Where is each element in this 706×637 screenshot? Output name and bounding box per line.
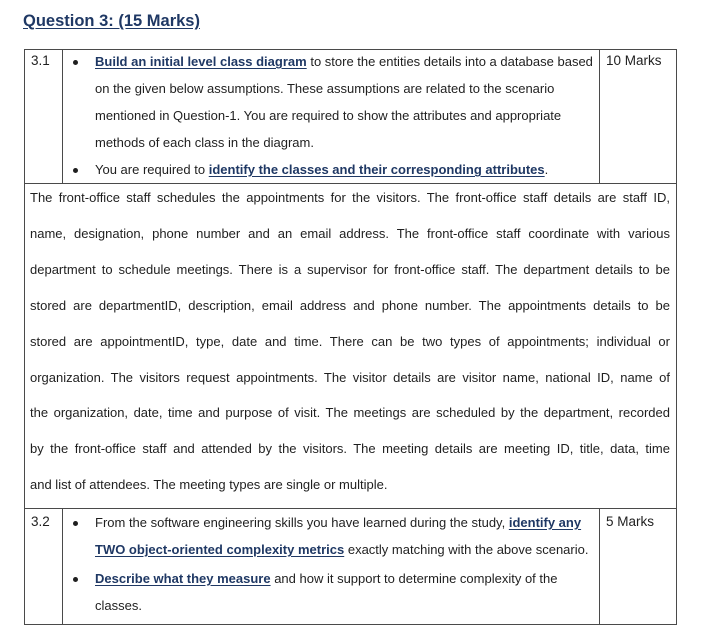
marks-31: 10 Marks — [606, 53, 662, 68]
bullet-icon — [73, 577, 78, 582]
scenario-line-8: by the front-office staff and attended by the visitors. The meeting details are meeting ID, title, data, time — [30, 441, 670, 456]
q31-bullet2-post: . — [544, 162, 549, 177]
q31-bullet1-line3: mentioned in Question-1. You are required to show the attributes and appropriate — [95, 108, 562, 123]
col-divider-marks-31 — [599, 49, 600, 183]
scenario-line-5: stored are appointmentID, type, date and time. There can be two types of appointments; individual or — [30, 334, 670, 349]
q31-bullet1-line4: methods of each class in the diagram. — [95, 135, 314, 150]
q32-bullet1-line1 — [95, 515, 581, 530]
col-divider-number-31 — [62, 49, 63, 183]
col-divider-marks-32 — [599, 508, 600, 625]
q31-bullet1-line2: on the given below assumptions. These assumptions are related to the scenario — [95, 81, 555, 96]
q32-bullet2-line2: classes. — [95, 598, 142, 613]
q31-bullet2-emphasis: identify the classes and their corresponding attributes — [208, 162, 545, 177]
scenario-line-2: name, designation, phone number and an email address. The front-office staff coordinate with various — [30, 226, 670, 241]
scenario-line-7: the organization, date, time and purpose of visit. The meetings are scheduled by the department, recorded — [30, 405, 670, 420]
q32-bullet1-line2 — [95, 542, 588, 557]
scenario-line-9: and list of attendees. The meeting types are single or multiple. — [30, 477, 388, 492]
row-divider-scenario-top — [24, 183, 677, 184]
q32-bullet2-rest: and how it support to determine complexity of the — [274, 571, 558, 586]
q32-bullet2-line1 — [95, 571, 557, 586]
q31-bullet1-line1 — [95, 54, 593, 69]
question-number-32: 3.2 — [31, 514, 50, 529]
q31-bullet2-pre: You are required to — [95, 162, 206, 177]
bullet-icon — [73, 521, 78, 526]
q32-bullet2-emphasis: Describe what they measure — [95, 571, 271, 586]
q32-bullet1-emphasis-1: identify any — [508, 515, 582, 530]
row-divider-scenario-bottom — [24, 508, 677, 509]
q32-bullet1-emphasis-2: TWO object-oriented complexity metrics — [95, 542, 345, 557]
bullet-icon — [73, 60, 78, 65]
scenario-line-4: stored are departmentID, description, email address and phone number. The appointments details to be — [30, 298, 670, 313]
question-number-31: 3.1 — [31, 53, 50, 68]
question-title: Question 3: (15 Marks) — [23, 12, 200, 30]
q31-bullet1-rest: to store the entities details into a database based — [310, 54, 593, 69]
col-divider-number-32 — [62, 508, 63, 625]
q31-bullet1-emphasis: Build an initial level class diagram — [95, 54, 307, 69]
bullet-icon — [73, 168, 78, 173]
q31-bullet2 — [95, 162, 548, 177]
marks-32: 5 Marks — [606, 514, 655, 529]
q32-bullet1-post: exactly matching with the above scenario. — [347, 542, 589, 557]
scenario-line-3: department to schedule meetings. There is a supervisor for front-office staff. The department details to be — [30, 262, 670, 277]
scenario-line-6: organization. The visitors request appointments. The visitor details are visitor name, national ID, name of — [30, 370, 670, 385]
scenario-line-1: The front-office staff schedules the appointments for the visitors. The front-office staff details are staff ID, — [30, 190, 670, 205]
q32-bullet1-pre: From the software engineering skills you have learned during the study, — [95, 515, 506, 530]
